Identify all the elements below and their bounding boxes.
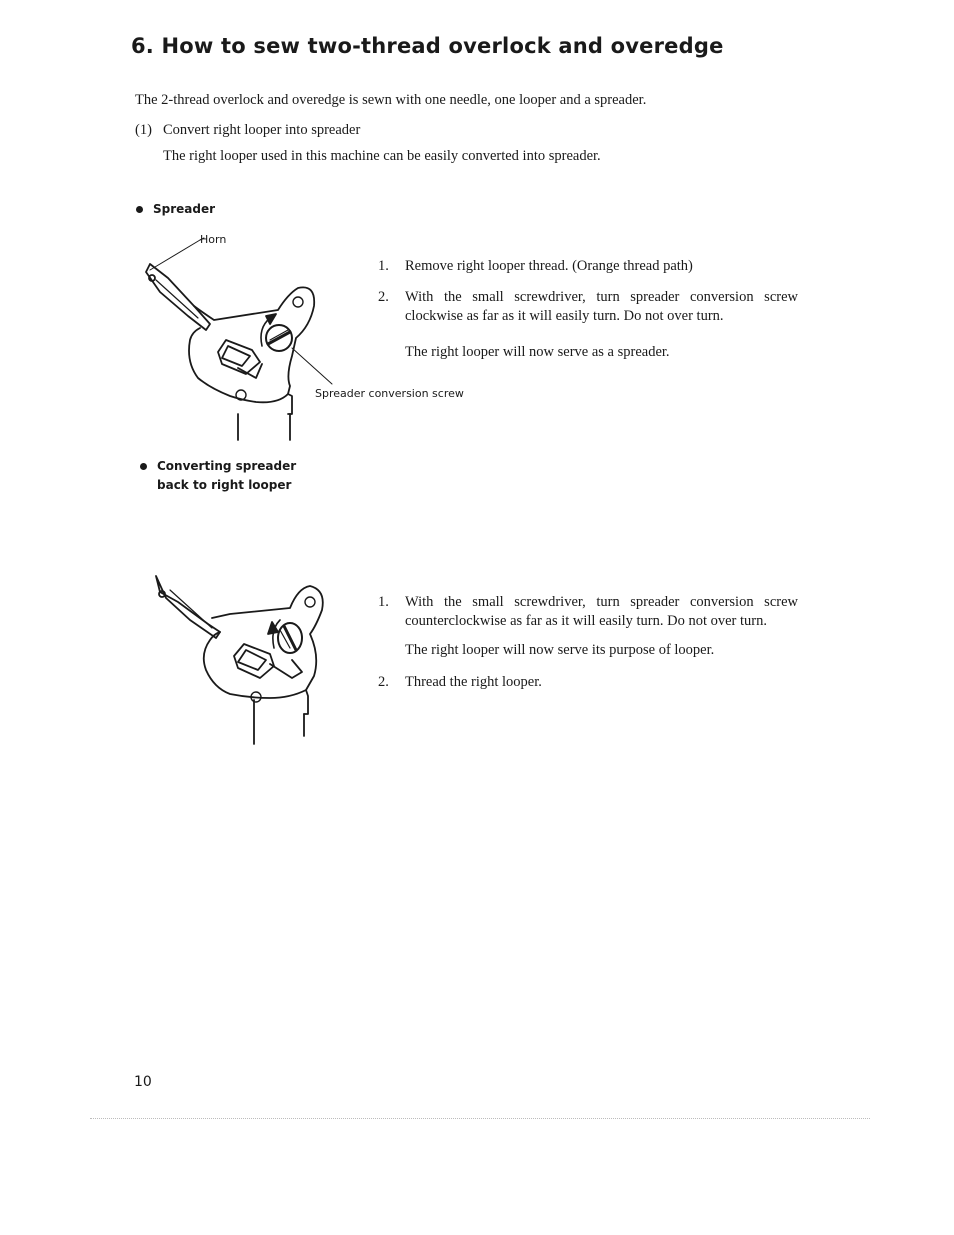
footer-rule xyxy=(90,1118,870,1119)
converting-heading-line1: Converting spreader xyxy=(157,459,297,473)
spreader-heading xyxy=(136,200,215,219)
step1-description: The right looper used in this machine can be easily converted into spreader. xyxy=(163,148,601,164)
step-text: Remove right looper thread. (Orange thread path) xyxy=(405,258,693,274)
page-number: 10 xyxy=(134,1074,152,1090)
step1-number: (1) xyxy=(135,122,152,138)
spreader-step-1 xyxy=(378,257,798,276)
converting-steps xyxy=(378,593,798,631)
step-text: With the small screwdriver, turn spreader conversion screw clockwise as far as it will easily turn. Do not over turn. xyxy=(405,289,798,324)
step-number: 1. xyxy=(378,258,389,274)
step-text: Thread the right looper. xyxy=(405,674,542,690)
spreader-steps xyxy=(378,257,798,326)
screw-label: Spreader conversion screw xyxy=(315,387,464,400)
converting-heading-line2: back to right looper xyxy=(157,478,292,492)
converting-note: The right looper will now serve its purpose of looper. xyxy=(405,642,715,658)
step-number: 1. xyxy=(378,594,389,610)
step-number: 2. xyxy=(378,289,389,305)
converting-step-2 xyxy=(378,673,798,692)
step-number: 2. xyxy=(378,674,389,690)
step1-title: Convert right looper into spreader xyxy=(163,122,361,138)
step-text: With the small screwdriver, turn spreader conversion screw counterclockwise as far as it will easily turn. Do not over turn. xyxy=(405,594,798,629)
spreader-step-2 xyxy=(378,288,798,326)
converting-steps-2 xyxy=(378,673,798,692)
converting-step-1 xyxy=(378,593,798,631)
page-title: 6. How to sew two-thread overlock and overedge xyxy=(131,34,724,58)
looper-illustration xyxy=(150,568,340,748)
bullet-dot-icon xyxy=(136,206,143,213)
spreader-heading-label: Spreader xyxy=(153,202,216,216)
converting-heading xyxy=(140,457,296,495)
intro-text: The 2-thread overlock and overedge is sewn with one needle, one looper and a spreader. xyxy=(135,92,647,108)
spreader-note: The right looper will now serve as a spreader. xyxy=(405,344,670,360)
bullet-dot-icon xyxy=(140,463,147,470)
horn-label: Horn xyxy=(200,233,227,246)
